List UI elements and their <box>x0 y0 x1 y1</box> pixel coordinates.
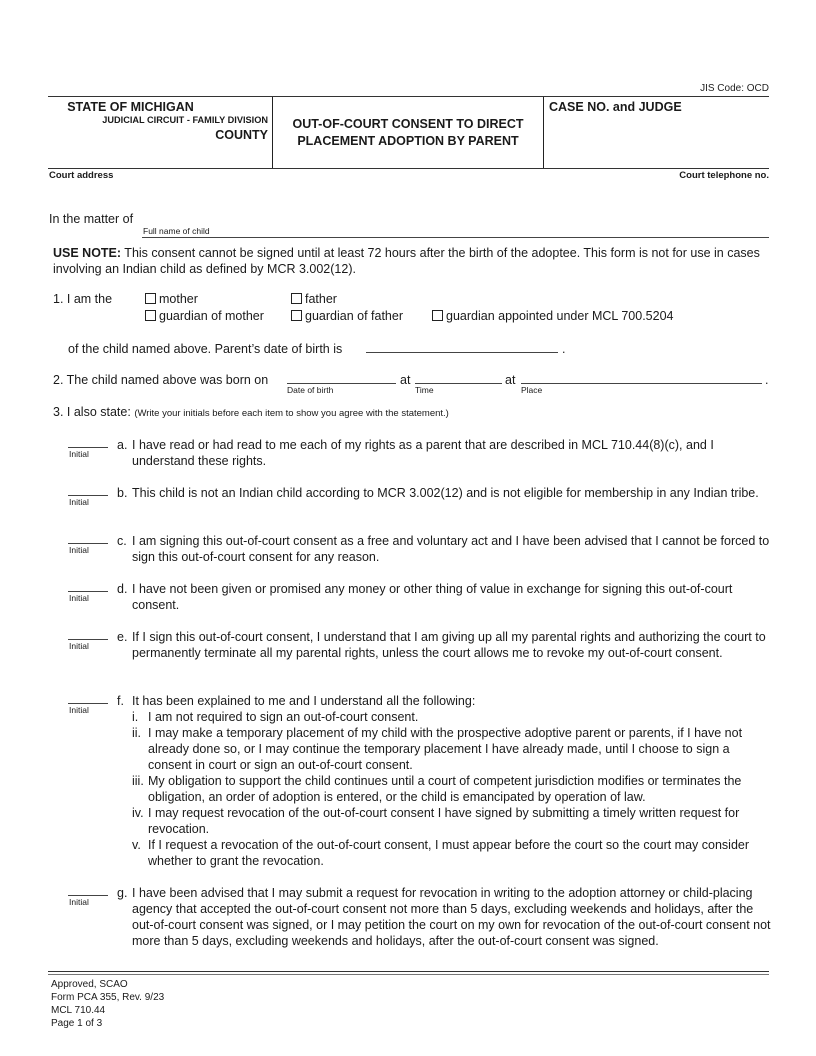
subitem-iv-num: iv. <box>132 806 144 820</box>
statement-b <box>117 485 773 501</box>
statement-b-letter: b. <box>117 486 128 500</box>
county-label: COUNTY <box>215 128 268 142</box>
at-label-1: at <box>400 373 411 387</box>
subitem-ii <box>132 725 773 773</box>
statement-a-text: I have read or had read to me each of my rights as a parent that are described in MCL 710.44(8)(c), and I understand these rights. <box>132 438 714 468</box>
footer-mcl: MCL 710.44 <box>51 1005 106 1016</box>
statement-f-letter: f. <box>117 694 124 708</box>
option-guardian-of-father-label: guardian of father <box>305 309 403 323</box>
statement-a <box>117 437 773 469</box>
court-address-label: Court address <box>49 170 114 181</box>
state-label: STATE OF MICHIGAN <box>67 100 194 114</box>
footer-page-number: Page 1 of 3 <box>51 1018 103 1029</box>
statement-g-letter: g. <box>117 886 128 900</box>
jis-code: JIS Code: OCD <box>700 83 769 94</box>
statement-e <box>117 629 773 661</box>
footer-approved: Approved, SCAO <box>51 979 128 990</box>
option-father[interactable] <box>291 292 337 306</box>
initial-label-b: Initial <box>69 497 89 507</box>
option-guardian-appointed-label: guardian appointed under MCL 700.5204 <box>446 309 674 323</box>
statement-e-text: If I sign this out-of-court consent, I understand that I am giving up all my parental rights and authorizing the court to permanently terminate all my parental rights, unless the court allows me to revoke my out-of-court consent. <box>132 630 766 660</box>
statement-d-text: I have not been given or promised any money or other thing of value in exchange for signing this out-of-court consent. <box>132 582 733 612</box>
subitem-iv-text: I may request revocation of the out-of-court consent I have signed by submitting a timely written request for revocation. <box>148 806 740 836</box>
form-title <box>292 116 523 150</box>
option-guardian-of-father[interactable] <box>291 309 403 323</box>
subitem-ii-text: I may make a temporary placement of my child with the prospective adoptive parent or parents, if I have not already done so, or I may continue the temporary placement I have already made, until I choose to sign a consent in court or sign an out-of-court consent. <box>148 726 743 772</box>
subitem-v-num: v. <box>132 838 141 852</box>
subitem-iii-num: iii. <box>132 774 144 788</box>
subitem-i-text: I am not required to sign an out-of-court consent. <box>148 710 419 724</box>
form-title-line1: OUT-OF-COURT CONSENT TO DIRECT <box>292 116 524 131</box>
footer-form-number: Form PCA 355, Rev. 9/23 <box>51 992 165 1003</box>
checkbox-mother[interactable] <box>145 293 156 304</box>
initial-field-f[interactable] <box>68 692 108 704</box>
initial-field-b[interactable] <box>68 484 108 496</box>
subitem-ii-num: ii. <box>132 726 142 740</box>
case-number-field[interactable] <box>544 97 769 168</box>
statement-c-text: I am signing this out-of-court consent as a free and voluntary act and I have been advised that I cannot be forced to sign this out-of-court consent for any reason. <box>132 534 770 564</box>
statement-c-letter: c. <box>117 534 127 548</box>
birth-place-sublabel: Place <box>521 385 543 395</box>
statement-d-letter: d. <box>117 582 128 596</box>
subitem-iv <box>132 805 773 837</box>
use-note-text: This consent cannot be signed until at least 72 hours after the birth of the adoptee. This form is not for use in cases involving an Indian child as defined by MCR 3.002(12). <box>53 246 760 276</box>
section1-prefix: 1. I am the <box>53 292 113 306</box>
initial-field-c[interactable] <box>68 532 108 544</box>
option-guardian-appointed[interactable] <box>432 309 674 323</box>
subitem-v-text: If I request a revocation of the out-of-court consent, I must appear before the court so the court may consider whether to grant the revocation. <box>148 838 750 868</box>
footer-divider <box>48 971 769 972</box>
initial-field-a[interactable] <box>68 436 108 448</box>
initial-label-d: Initial <box>69 593 89 603</box>
section2-prefix: 2. The child named above was born on <box>53 373 269 387</box>
circuit-label: JUDICIAL CIRCUIT - FAMILY DIVISION <box>102 115 268 125</box>
statement-a-letter: a. <box>117 438 128 452</box>
statement-f-text: It has been explained to me and I understand all the following: <box>132 694 476 708</box>
parent-dob-field[interactable] <box>366 340 558 353</box>
matter-label: In the matter of <box>49 212 134 226</box>
option-father-label: father <box>305 292 337 306</box>
statement-c <box>117 533 773 565</box>
option-guardian-of-mother-label: guardian of mother <box>159 309 264 323</box>
section3-heading <box>53 405 449 419</box>
option-guardian-of-mother[interactable] <box>145 309 264 323</box>
parent-dob-text: of the child named above. Parent’s date of birth is <box>68 342 343 356</box>
initial-field-e[interactable] <box>68 628 108 640</box>
section2-end: . <box>765 373 769 387</box>
child-name-field[interactable] <box>142 224 769 238</box>
subitem-iii <box>132 773 773 805</box>
initial-label-f: Initial <box>69 705 89 715</box>
statement-d <box>117 581 773 613</box>
checkbox-guardian-of-father[interactable] <box>291 310 302 321</box>
subitem-i <box>132 709 773 725</box>
form-footer <box>51 978 164 1030</box>
court-info-cell <box>48 97 273 168</box>
checkbox-father[interactable] <box>291 293 302 304</box>
statement-f <box>117 693 773 869</box>
at-label-2: at <box>505 373 516 387</box>
child-name-sublabel: Full name of child <box>143 226 210 236</box>
child-dob-field[interactable] <box>287 371 396 384</box>
form-title-line2: PLACEMENT ADOPTION BY PARENT <box>297 133 519 148</box>
initial-field-g[interactable] <box>68 884 108 896</box>
section3-prefix: 3. I also state: <box>53 405 131 419</box>
court-telephone-label: Court telephone no. <box>679 170 769 181</box>
birth-time-field[interactable] <box>415 371 502 384</box>
statement-b-text: This child is not an Indian child according to MCR 3.002(12) and is not eligible for membership in any Indian tribe. <box>132 486 759 500</box>
checkbox-guardian-of-mother[interactable] <box>145 310 156 321</box>
subitem-v <box>132 837 773 869</box>
initial-label-e: Initial <box>69 641 89 651</box>
initial-label-g: Initial <box>69 897 89 907</box>
child-dob-sublabel: Date of birth <box>287 385 334 395</box>
statement-f-subitems <box>132 709 773 869</box>
initial-label-c: Initial <box>69 545 89 555</box>
case-number-label: CASE NO. and JUDGE <box>549 100 682 114</box>
option-mother-label: mother <box>159 292 198 306</box>
section3-instruction: (Write your initials before each item to show you agree with the statement.) <box>134 408 449 419</box>
option-mother[interactable] <box>145 292 198 306</box>
birth-time-sublabel: Time <box>415 385 434 395</box>
use-note-label: USE NOTE: <box>53 246 122 260</box>
initial-field-d[interactable] <box>68 580 108 592</box>
statement-g-text: I have been advised that I may submit a request for revocation in writing to the adoption attorney or child-placing agency that accepted the out-of-court consent not more than 5 days, excluding weekends and holidays, after the out-of-court consent was signed, or I may petition the court on my own for revocation of the out-of-court consent not more than 5 days, excluding weekends and holidays, after the out-of-court consent was signed. <box>132 886 771 948</box>
subitem-i-num: i. <box>132 710 139 724</box>
birth-place-field[interactable] <box>521 371 762 384</box>
form-header <box>48 96 769 169</box>
footer-divider-secondary <box>48 974 769 975</box>
statement-g <box>117 885 773 949</box>
initial-label-a: Initial <box>69 449 89 459</box>
use-note <box>53 245 773 277</box>
form-title-cell <box>273 97 544 168</box>
statement-e-letter: e. <box>117 630 128 644</box>
parent-dob-end: . <box>562 342 566 356</box>
subitem-iii-text: My obligation to support the child continues until a court of competent jurisdiction modifies or terminates the obligation, an order of adoption is entered, or the child is emancipated by operation of law. <box>148 774 742 804</box>
checkbox-guardian-appointed[interactable] <box>432 310 443 321</box>
